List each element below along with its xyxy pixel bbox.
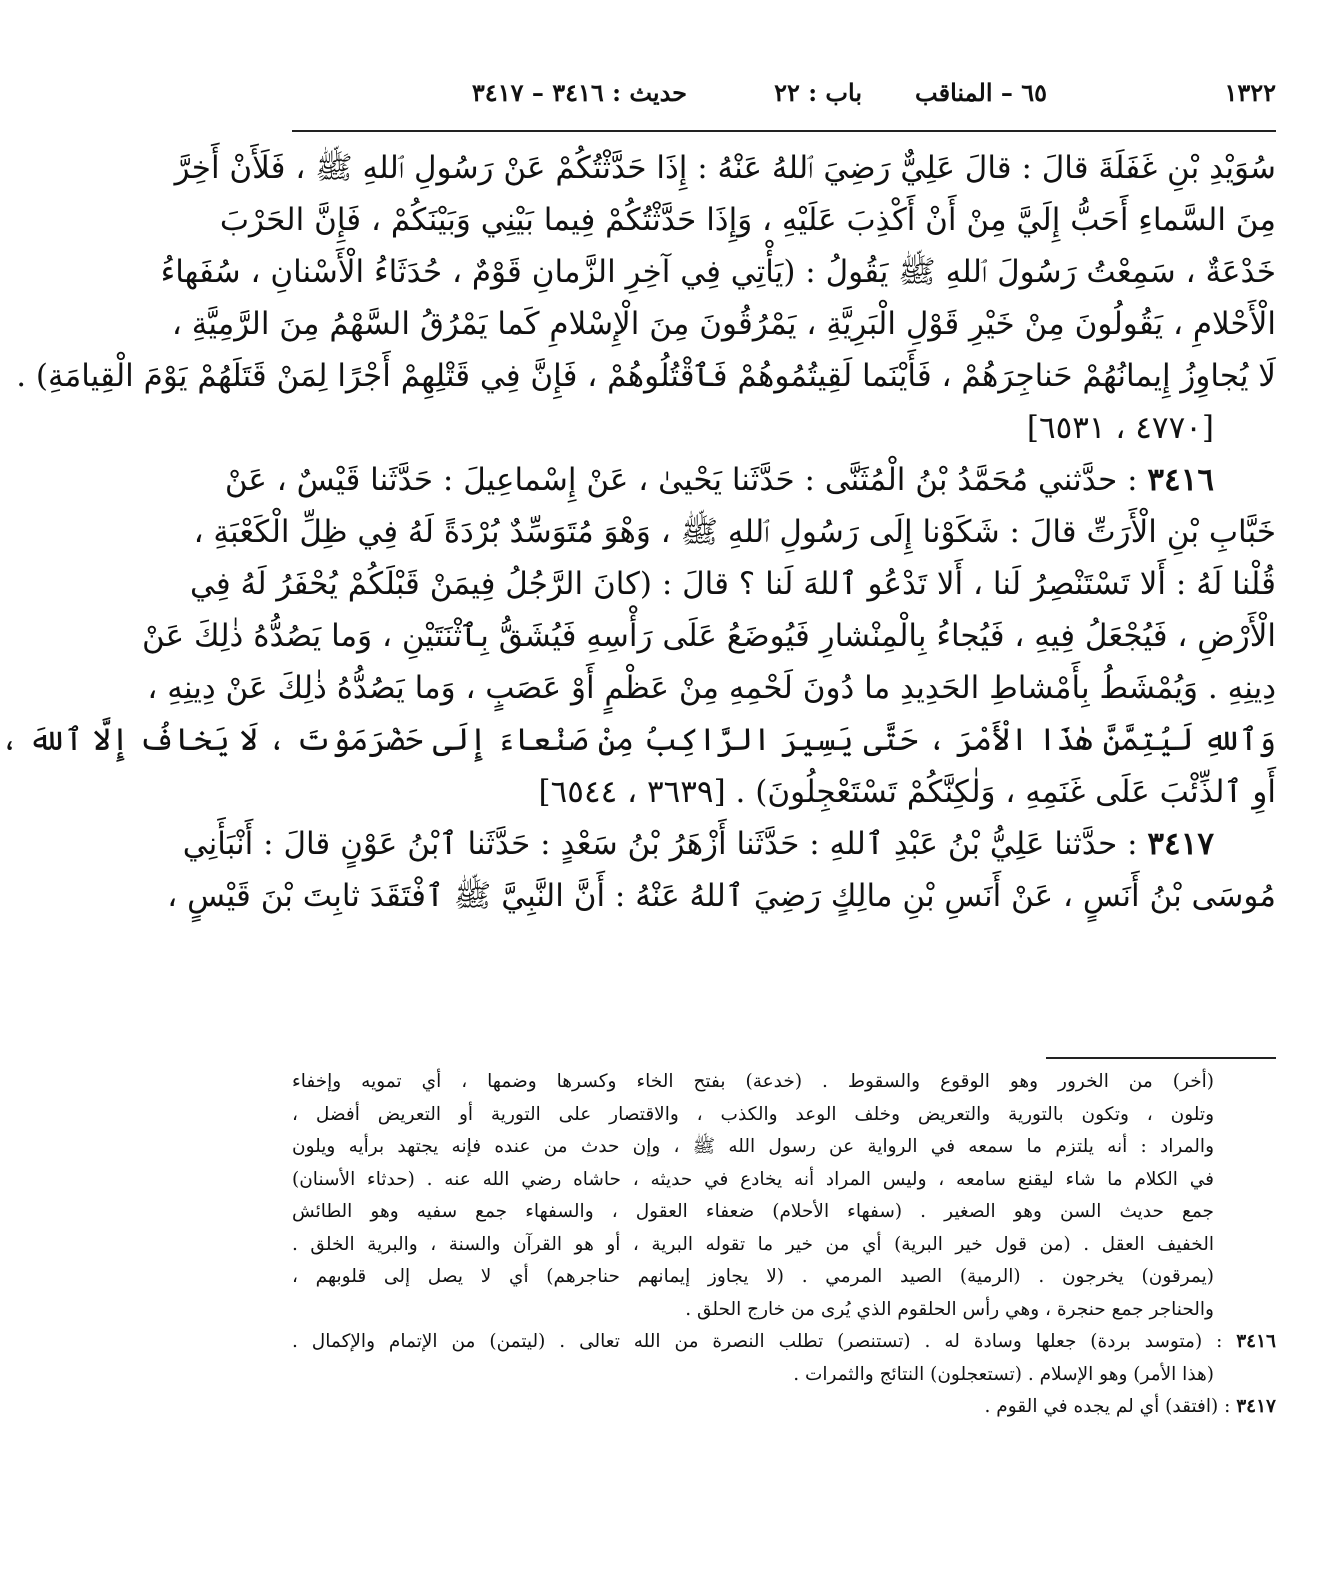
footnote-text: (يمرقون) يخرجون . (الرمية) الصيد المرمي . (لا يجاوز إيمانهم حناجرهم) أي لا يصل إلى قلوبهم ،: [292, 1266, 1214, 1287]
hadith-range: حديث : ٣٤١٦ – ٣٤١٧: [471, 78, 687, 107]
line-text: لَا يُجاوِزُ إِيمانُهُمْ حَناجِرَهُمْ ، فَأَيْنَما لَقِيتُمُوهُمْ فَٱقْتُلُوهُمْ ، فَإِنَّ فِي قَتْلِهِمْ أَجْرًا لِمَنْ قَتَلَهُمْ يَوْمَ الْقِيامَةِ) .: [16, 358, 1276, 394]
footnote-text: : (متوسد بردة) جعلها وسادة له . (تستنصر) تطلب النصرة من الله تعالى . (ليتمن) من الإتمام والإكمال .: [292, 1331, 1237, 1352]
line-text: الْأَرْضِ ، فَيُجْعَلُ فِيهِ ، فَيُجاءُ بِالْمِنْشارِ فَيُوضَعُ عَلَى رَأْسِهِ فَيُشَقُّ بِٱثْنَتَيْنِ ، وَما يَصُدُّهُ ذٰلِكَ عَنْ: [142, 618, 1276, 654]
line-text: الْأَحْلامِ ، يَقُولُونَ مِنْ خَيْرِ قَوْلِ الْبَرِيَّةِ ، يَمْرُقُونَ مِنَ الْإِسْلامِ كَما يَمْرُقُ السَّهْمُ مِنَ الرَّمِيَّةِ ،: [171, 306, 1276, 342]
hadith-start-line: [182, 818, 1276, 870]
hadith-number: ٣٤١٧: [1147, 826, 1214, 862]
footnote-line: [292, 1261, 1276, 1294]
text-line: [16, 350, 1276, 402]
line-text: وَٱللهِ لَيُتِمَّنَّ هٰذَا الْأَمْرَ ، حَتَّى يَسِيرَ الرَّاكِبُ مِنْ صَنْعاءَ إِلَى حَضْرَمَوْتَ ، لَا يَخافُ إِلَّا ٱللهَ ،: [0, 722, 1276, 758]
text-line: [189, 558, 1276, 610]
text-line: [292, 766, 1276, 818]
header-rule: [292, 130, 1276, 132]
footnote-text: (هذا الأمر) وهو الإسلام . (تستعجلون) النتائج والثمرات .: [793, 1363, 1214, 1385]
text-line: [193, 506, 1276, 558]
text-line: [174, 142, 1276, 194]
footnote-number: ٣٤١٦: [1236, 1331, 1276, 1352]
footnote-text: والمراد : أنه يلتزم ما سمعه في الرواية عن رسول الله ﷺ ، وإن حدث من عنده فإنه يجتهد برأيه ويلون: [292, 1136, 1214, 1157]
footnote-text: وتلون ، وتكون بالتورية والتعريض وخلف الوعد والكذب ، والاقتصار على التورية أو التعريض أفضل ،: [292, 1103, 1214, 1125]
line-text: دِينِهِ . وَيُمْشَطُ بِأَمْشاطِ الحَدِيدِ ما دُونَ لَحْمِهِ مِنْ عَظْمٍ أَوْ عَصَبٍ ، وَما يَصُدُّهُ ذٰلِكَ عَنْ دِينِهِ ،: [147, 670, 1276, 706]
cross-reference-line: [292, 402, 1276, 454]
chapter-label: باب : ٢٢: [774, 78, 862, 107]
line-text: مِنَ السَّماءِ أَحَبُّ إِلَيَّ مِنْ أَنْ أَكْذِبَ عَلَيْهِ ، وَإِذَا حَدَّثْتُكُمْ فِيما بَيْنِي وَبَيْنَكُمْ ، فَإِنَّ الحَرْبَ: [219, 202, 1276, 238]
text-line: [219, 194, 1276, 246]
footnote-text: : (افتقد) أي لم يجده في القوم .: [984, 1396, 1237, 1417]
text-line: [147, 662, 1276, 714]
footnote-line: [292, 1326, 1276, 1359]
footnote-line: [292, 1196, 1276, 1229]
text-line: [167, 870, 1276, 922]
line-text: خَدْعَةٌ ، سَمِعْتُ رَسُولَ ٱللهِ ﷺ يَقُولُ : (يَأْتِي فِي آخِرِ الزَّمانِ قَوْمٌ ، حُدَثَاءُ الْأَسْنانِ ، سُفَهاءُ: [160, 254, 1276, 290]
footnote-line: [292, 1099, 1276, 1132]
footnote-text: (أخر) من الخرور وهو الوقوع والسقوط . (خدعة) بفتح الخاء وكسرها وضمها ، أي تمويه وإخفاء: [292, 1071, 1214, 1092]
text-line: [160, 246, 1276, 298]
line-text: قُلْنا لَهُ : أَلا تَسْتَنْصِرُ لَنا ، أَلا تَدْعُو ٱللهَ لَنا ؟ قالَ : (كانَ الرَّجُلُ فِيمَنْ قَبْلَكُمْ يُحْفَرُ لَهُ فِي: [189, 566, 1276, 602]
footnote-text: في الكلام ما شاء ليقنع سامعه ، وليس المراد أنه يخادع في حديثه ، حاشاه رضي الله عنه . (حدثاء الأسنان): [292, 1168, 1214, 1190]
footnote-line: [292, 1229, 1276, 1262]
line-text: سُوَيْدِ بْنِ غَفَلَةَ قالَ : قالَ عَلِيٌّ رَضِيَ ٱللهُ عَنْهُ : إِذَا حَدَّثْتُكُمْ عَنْ رَسُولِ ٱللهِ ﷺ ، فَلَأَنْ أَخِرَّ: [174, 150, 1276, 186]
footnote-line: [292, 1294, 1276, 1327]
line-text: مُوسَى بْنُ أَنَسٍ ، عَنْ أَنَسِ بْنِ مالِكٍ رَضِيَ ٱللهُ عَنْهُ : أَنَّ النَّبِيَّ ﷺ ٱفْتَقَدَ ثابِتَ بْنَ قَيْسٍ ،: [167, 878, 1276, 914]
footnote-text: والحناجر جمع حنجرة ، وهي رأس الحلقوم الذي يُرى من خارج الحلق .: [685, 1298, 1214, 1320]
hadith-start-line: [224, 454, 1276, 506]
footnote-line: [292, 1131, 1276, 1164]
text-line: [142, 610, 1276, 662]
footnote-text: جمع حديث السن وهو الصغير . (سفهاء الأحلام) ضعفاء العقول ، والسفهاء جمع سفيه وهو الطائش: [292, 1201, 1214, 1222]
footnote-line: [292, 1359, 1276, 1392]
line-text: خَبَّابِ بْنِ الْأَرَتِّ قالَ : شَكَوْنا إِلَى رَسُولِ ٱللهِ ﷺ ، وَهْوَ مُتَوَسِّدٌ بُرْدَةً لَهُ فِي ظِلِّ الْكَعْبَةِ ،: [193, 514, 1276, 550]
text-line: [171, 298, 1276, 350]
line-text: : حدَّثني مُحَمَّدُ بْنُ الْمُثَنَّى : حَدَّثَنا يَحْيىٰ ، عَنْ إِسْماعِيلَ : حَدَّثَنا قَيْسٌ ، عَنْ: [224, 462, 1148, 498]
footnotes: [292, 1066, 1276, 1424]
footnote-text: الخفيف العقل . (من قول خير البرية) أي من خير ما تقوله البرية ، أو هو القرآن والسنة ، والبرية الخلق .: [292, 1233, 1214, 1255]
footnote-number: ٣٤١٧: [1236, 1396, 1276, 1417]
footnote-line: [292, 1391, 1276, 1424]
main-text: [0, 142, 1276, 922]
book-title: ٦٥ – المناقب: [915, 78, 1047, 107]
page-number: ١٣٢٢: [1224, 78, 1276, 107]
hadith-number: ٣٤١٦: [1147, 462, 1214, 498]
cross-reference: [٤٧٧٠ ، ٦٥٣١]: [1026, 410, 1214, 446]
footnote-line: [292, 1164, 1276, 1197]
footnote-rule: [1046, 1057, 1276, 1059]
text-line: [0, 714, 1276, 766]
footnote-line: [292, 1066, 1276, 1099]
line-text: أَوِ ٱلذِّئْبَ عَلَى غَنَمِهِ ، وَلٰكِنَّكُمْ تَسْتَعْجِلُونَ) . [٣٦٣٩ ، ٦٥٤٤]: [538, 774, 1276, 810]
line-text: : حدَّثنا عَلِيُّ بْنُ عَبْدِ ٱللهِ : حَدَّثَنا أَزْهَرُ بْنُ سَعْدٍ : حَدَّثَنا ٱبْنُ عَوْنٍ قالَ : أَنْبَأَنِي: [182, 826, 1148, 862]
